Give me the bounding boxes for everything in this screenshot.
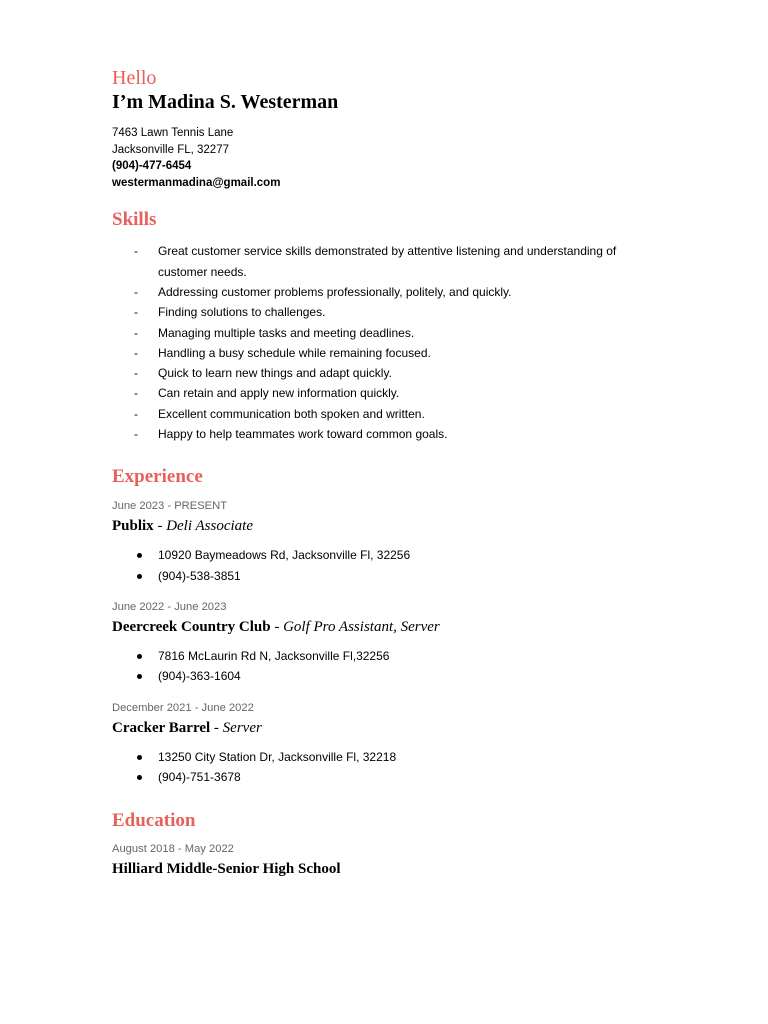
skill-text: Happy to help teammates work toward common goals. — [158, 427, 448, 442]
contact-email: westermanmadina@gmail.com — [112, 176, 281, 189]
bullet-icon — [137, 654, 142, 659]
greeting-heading: Hello — [112, 67, 157, 89]
job-detail-item — [112, 646, 652, 666]
skill-text: Great customer service skills demonstrated by attentive listening and understanding of customer needs. — [158, 244, 617, 279]
job-detail-item — [112, 545, 652, 565]
resume-page — [112, 66, 652, 879]
skill-text: Quick to learn new things and adapt quickly. — [158, 366, 392, 381]
job-role: Golf Pro Assistant, Server — [283, 618, 440, 635]
skill-item: - Happy to help teammates work toward common goals. — [134, 427, 448, 442]
job-details-list — [112, 747, 652, 788]
education-heading: Education — [112, 810, 196, 832]
job-details-list — [112, 646, 652, 687]
bullet-icon — [137, 674, 142, 679]
job-title-line — [112, 516, 652, 536]
bullet-icon — [137, 574, 142, 579]
skill-text: Handling a busy schedule while remaining focused. — [158, 345, 431, 360]
skill-text: Excellent communication both spoken and written. — [158, 406, 425, 421]
contact-street: 7463 Lawn Tennis Lane — [112, 127, 234, 139]
skill-item: - Can retain and apply new information quickly. — [134, 386, 400, 401]
skills-heading: Skills — [112, 209, 157, 231]
skill-item: - Excellent communication both spoken and written. — [134, 406, 425, 421]
job-details-list — [112, 545, 652, 586]
job-dates: June 2023 - PRESENT — [112, 500, 228, 513]
job-detail-item — [112, 666, 652, 686]
skill-text: Addressing customer problems professionally, politely, and quickly. — [158, 284, 512, 299]
job-company: Publix — [112, 518, 154, 535]
job-title-line — [112, 617, 652, 637]
skill-item: - Quick to learn new things and adapt quickly. — [134, 366, 392, 381]
job-detail-item — [112, 767, 652, 787]
job-company: Cracker Barrel — [112, 719, 211, 736]
job-title-line — [112, 718, 652, 738]
bullet-icon — [137, 775, 142, 780]
job-separator: - — [270, 618, 284, 635]
bullet-icon — [137, 553, 142, 558]
job-address: 7816 McLaurin Rd N, Jacksonville Fl,32256 — [158, 648, 390, 663]
job-separator: - — [153, 518, 167, 535]
skill-item: - Handling a busy schedule while remaining focused. — [134, 345, 431, 360]
job-company: Deercreek Country Club — [112, 618, 271, 635]
education-dates: August 2018 - May 2022 — [112, 843, 234, 856]
school-name: Hilliard Middle-Senior High School — [112, 861, 341, 878]
bullet-icon — [137, 755, 142, 760]
contact-phone: (904)-477-6454 — [112, 160, 192, 173]
job-detail-item — [112, 566, 652, 586]
job-address: 10920 Baymeadows Rd, Jacksonville Fl, 32256 — [158, 548, 411, 563]
contact-block — [112, 125, 652, 191]
job-phone: (904)-538-3851 — [158, 568, 241, 583]
skill-text: Can retain and apply new information quickly. — [158, 386, 400, 401]
skill-item: - Addressing customer problems professionally, politely, and quickly. — [134, 284, 512, 299]
skill-text: Managing multiple tasks and meeting deadlines. — [158, 325, 415, 340]
skills-list — [112, 241, 652, 444]
contact-city: Jacksonville FL, 32277 — [112, 143, 229, 156]
job-address: 13250 City Station Dr, Jacksonville Fl, 32218 — [158, 749, 397, 764]
experience-heading: Experience — [112, 466, 203, 488]
skill-item: - Great customer service skills demonstrated by attentive listening and understanding of customer needs. — [134, 244, 617, 279]
skill-item: - Managing multiple tasks and meeting deadlines. — [134, 325, 415, 340]
job-separator: - — [210, 719, 223, 736]
job-dates: December 2021 - June 2022 — [112, 701, 254, 714]
job-phone: (904)-363-1604 — [158, 669, 241, 684]
job-dates: June 2022 - June 2023 — [112, 600, 227, 613]
applicant-name: I’m Madina S. Westerman — [112, 91, 339, 113]
job-detail-item — [112, 747, 652, 767]
job-phone: (904)-751-3678 — [158, 769, 241, 784]
skill-item: - Finding solutions to challenges. — [134, 305, 326, 320]
job-role: Deli Associate — [166, 518, 253, 535]
skill-text: Finding solutions to challenges. — [158, 305, 326, 320]
job-role: Server — [222, 719, 262, 736]
